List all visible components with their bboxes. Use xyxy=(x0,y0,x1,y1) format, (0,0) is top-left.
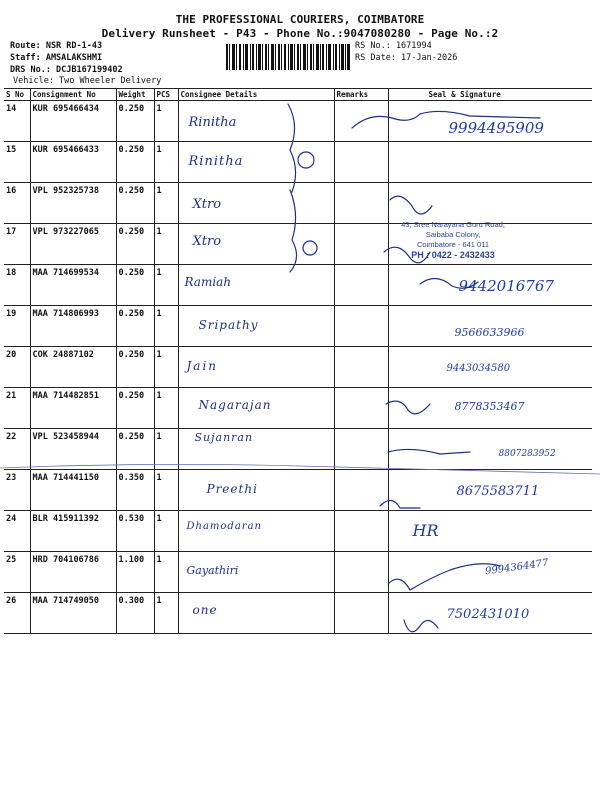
consignee-name: Rinitha xyxy=(188,115,237,130)
consignment-cell: HRD 704106786 xyxy=(30,552,116,593)
signature-phone: 9443034580 xyxy=(446,363,511,374)
pcs-cell: 1 xyxy=(154,552,178,593)
weight-cell: 0.250 xyxy=(116,306,154,347)
consignment-cell: MAA 714806993 xyxy=(30,306,116,347)
pcs-cell: 1 xyxy=(154,388,178,429)
sno-cell: 26 xyxy=(4,593,30,634)
signature-phone: 7502431010 xyxy=(446,607,530,622)
signature-phone: HR xyxy=(412,521,439,540)
route-label: Route: NSR RD-1-43 xyxy=(10,41,103,51)
stamp-address-line: 43, Sree Narayana Guru Road, xyxy=(401,220,505,229)
consignment-cell: MAA 714699534 xyxy=(30,265,116,306)
weight-cell: 0.250 xyxy=(116,347,154,388)
drs-label: DRS No.: DCJB167199402 xyxy=(10,65,123,75)
sno-cell: 22 xyxy=(4,429,30,470)
remarks-cell xyxy=(334,183,388,224)
pcs-cell: 1 xyxy=(154,593,178,634)
sno-cell: 19 xyxy=(4,306,30,347)
consignee-name: Nagarajan xyxy=(198,398,272,412)
shop-stamp xyxy=(388,220,518,260)
sno-cell: 18 xyxy=(4,265,30,306)
remarks-cell xyxy=(334,593,388,634)
col-consignment-header: Consignment No xyxy=(30,89,116,101)
table-row xyxy=(4,306,592,347)
consignment-cell: VPL 523458944 xyxy=(30,429,116,470)
weight-cell: 0.250 xyxy=(116,142,154,183)
signature-phone: 9442016767 xyxy=(458,277,554,295)
weight-cell: 0.250 xyxy=(116,265,154,306)
consignment-cell: COK 24887102 xyxy=(30,347,116,388)
pcs-cell: 1 xyxy=(154,511,178,552)
runsheet-table xyxy=(4,88,592,634)
consignment-cell: VPL 973227065 xyxy=(30,224,116,265)
weight-cell: 0.250 xyxy=(116,224,154,265)
sno-cell: 23 xyxy=(4,470,30,511)
table-row xyxy=(4,347,592,388)
consignee-name: Dhamodaran xyxy=(186,521,262,532)
col-sno-header: S No xyxy=(4,89,30,101)
table-row xyxy=(4,388,592,429)
weight-cell: 0.250 xyxy=(116,429,154,470)
col-consignee-header: Consignee Details xyxy=(178,89,334,101)
remarks-cell xyxy=(334,265,388,306)
rs-no-label: RS No.: 1671994 xyxy=(355,41,432,51)
remarks-cell xyxy=(334,388,388,429)
consignment-cell: MAA 714749050 xyxy=(30,593,116,634)
sno-cell: 20 xyxy=(4,347,30,388)
table-row xyxy=(4,101,592,142)
consignee-name: Xtro xyxy=(192,234,222,249)
table-header-row xyxy=(4,89,592,101)
sno-cell: 16 xyxy=(4,183,30,224)
staff-label: Staff: AMSALAKSHMI xyxy=(10,53,103,63)
remarks-cell xyxy=(334,224,388,265)
remarks-cell xyxy=(334,142,388,183)
vehicle-label: Vehicle: Two Wheeler Delivery xyxy=(13,76,162,86)
consignment-cell: VPL 952325738 xyxy=(30,183,116,224)
table-row xyxy=(4,429,592,470)
sno-cell: 15 xyxy=(4,142,30,183)
sno-cell: 25 xyxy=(4,552,30,593)
signature-phone: 8675583711 xyxy=(456,484,540,499)
consignee-name: Rinitha xyxy=(188,154,244,169)
consignee-name: Sujanran xyxy=(194,431,254,444)
sno-cell: 17 xyxy=(4,224,30,265)
table-row xyxy=(4,265,592,306)
stamp-area-line: Saibaba Colony, xyxy=(425,230,481,239)
signature-phone: 9566633966 xyxy=(454,326,525,339)
weight-cell: 0.250 xyxy=(116,183,154,224)
rs-date-label: RS Date: 17-Jan-2026 xyxy=(355,53,458,63)
pcs-cell: 1 xyxy=(154,224,178,265)
pcs-cell: 1 xyxy=(154,101,178,142)
consignee-name: Gayathiri xyxy=(186,564,239,577)
col-weight-header: Weight xyxy=(116,89,154,101)
consignment-cell: KUR 695466434 xyxy=(30,101,116,142)
consignee-name: Preethi xyxy=(206,482,258,496)
pcs-cell: 1 xyxy=(154,265,178,306)
table-row xyxy=(4,593,592,634)
signature-phone: 9994364477 xyxy=(484,557,549,578)
weight-cell: 0.300 xyxy=(116,593,154,634)
company-title: THE PROFESSIONAL COURIERS, COIMBATORE xyxy=(175,13,425,26)
remarks-cell xyxy=(334,511,388,552)
consignment-cell: MAA 714482851 xyxy=(30,388,116,429)
weight-cell: 0.250 xyxy=(116,101,154,142)
pcs-cell: 1 xyxy=(154,183,178,224)
runsheet-title: Delivery Runsheet - P43 - Phone No.:9047080280 - Page No.:2 xyxy=(101,27,499,40)
stamp-city-line: Coimbatore - 641 011 xyxy=(417,240,489,249)
weight-cell: 0.530 xyxy=(116,511,154,552)
col-signature-header: Seal & Signature xyxy=(388,89,592,101)
sno-cell: 14 xyxy=(4,101,30,142)
weight-cell: 1.100 xyxy=(116,552,154,593)
consignment-cell: KUR 695466433 xyxy=(30,142,116,183)
signature-phone: 8807283952 xyxy=(498,449,556,459)
remarks-cell xyxy=(334,429,388,470)
table-row xyxy=(4,142,592,183)
weight-cell: 0.250 xyxy=(116,388,154,429)
table-row xyxy=(4,552,592,593)
sno-cell: 21 xyxy=(4,388,30,429)
signature-phone: 9994495909 xyxy=(448,119,544,137)
consignee-name: Sripathy xyxy=(198,318,259,332)
pcs-cell: 1 xyxy=(154,470,178,511)
weight-cell: 0.350 xyxy=(116,470,154,511)
stamp-phone-line: PH : 0422 - 2432433 xyxy=(411,250,495,260)
consignee-name: Jain xyxy=(186,359,219,373)
consignee-name: Xtro xyxy=(192,197,222,212)
pcs-cell: 1 xyxy=(154,306,178,347)
remarks-cell xyxy=(334,101,388,142)
col-pcs-header: PCS xyxy=(154,89,178,101)
table-row xyxy=(4,511,592,552)
table-row xyxy=(4,183,592,224)
remarks-cell xyxy=(334,552,388,593)
consignment-cell: MAA 714441150 xyxy=(30,470,116,511)
remarks-cell xyxy=(334,347,388,388)
col-remarks-header: Remarks xyxy=(334,89,388,101)
consignee-name: Ramiah xyxy=(184,275,232,289)
remarks-cell xyxy=(334,470,388,511)
consignment-cell: BLR 415911392 xyxy=(30,511,116,552)
pcs-cell: 1 xyxy=(154,347,178,388)
table-row xyxy=(4,470,592,511)
signature-phone: 8778353467 xyxy=(454,400,525,413)
pcs-cell: 1 xyxy=(154,429,178,470)
consignee-name: one xyxy=(192,603,218,617)
barcode-icon xyxy=(226,44,350,70)
pcs-cell: 1 xyxy=(154,142,178,183)
remarks-cell xyxy=(334,306,388,347)
sno-cell: 24 xyxy=(4,511,30,552)
